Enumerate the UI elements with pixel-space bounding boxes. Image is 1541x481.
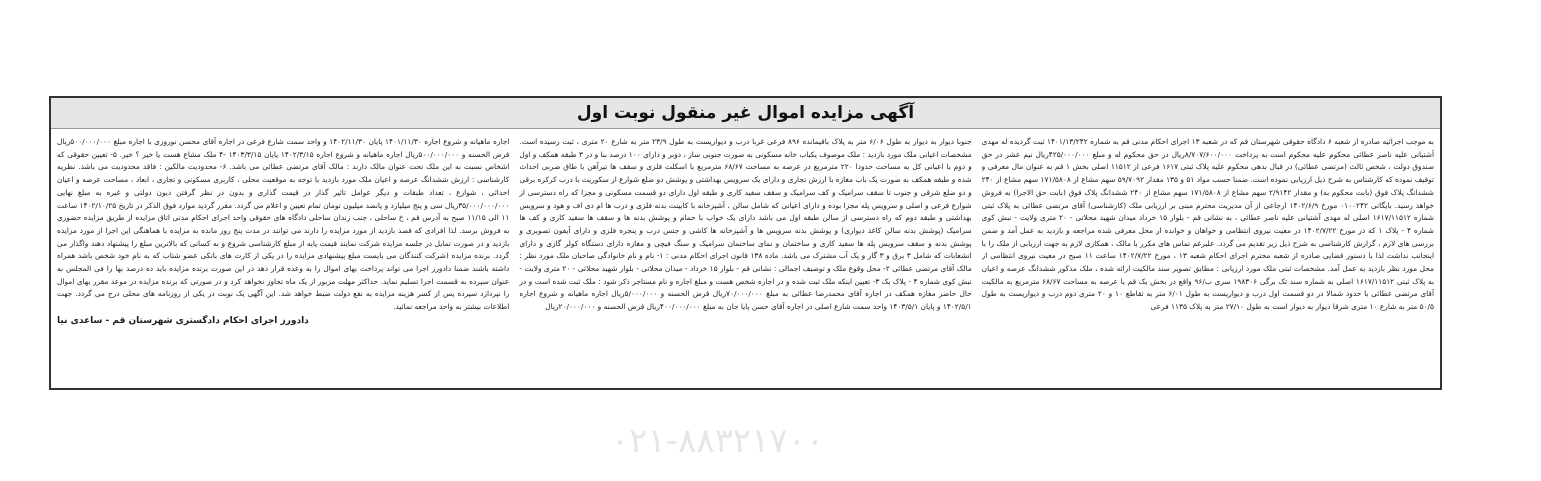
notice-column-3-text: اجاره ماهیانه و شروع اجاره ۱۴۰۱/۱۱/۳۰ پایان ۱۴۰۲/۱۱/۳۰ و واحد سمت شارع فرعی در اجاره آقای محسن نوروزی با اجاره مبلغ ۵۰۰/۰۰۰/۰۰۰ریال قرض الحسنه و ۵۰۰/۰۰۰/۰۰۰ریال اجاره ماهیانه و شروع اجاره ۱۴۰۲/۳/۱۵ پایان ۱۴۰۳/۳/۱۵ -۴ ملک مشاع هست یا خیر ؟ خیر. ۵- تعیین حقوقی که اشخاص نسبت به این ملک تحت عنوان مالک دارند : مالک آقای مرتضی عطائی می باشد. ۶- محدودیت مالکین : فاقد محدودیت می باشد. نظریه کارشناسی : ارزش ششدانگ عرصه و اعیان ملک مورد بازدید با توجه به موقعیت محلی ، کاربری مسکونی و تجاری ، ابعاد ، مساحت عرصه و اعیان احداثی ، شوارع ، تعداد طبقات و دیگر عوامل تاثیر گذار در قیمت گذاری و بدون در نظر گرفتن دیون دولتی و غیره به مبلغ نهایی ۳۵/۰۰۰/۰۰۰/۰۰۰ریال سی و پنج میلیارد و پانصد میلیون تومان تمام تعیین و اعلام می گردد. مقرر گردید موارد فوق الذکر در تاریخ ۱۴۰۲/۱۰/۲۵ ساعت ۱۱ الی ۱۱/۱۵ صبح به آدرس قم ، خ ساحلی ، جنب زندان ساحلی دادگاه های حقوقی واحد اجرای احکام مدنی اتاق مزایده از طریق مزایده حضوری به فروش برسد. لذا افرادی که قصد بازدید از مورد مزایده را دارند می توانند در مدت پنج روز مانده به مزایده با هماهنگی این اجرا از مورد مزایده بازدید و در صورت تمایل در جلسه مزایده شرکت نمایند قیمت پایه از مبلغ کارشناسی شروع و به کسانی که بالاترین مبلغ را پیشنهاد دهند واگذار می گردد. برنده مزایده (شرکت کنندگان می بایست مبلغ پیشنهادی مزایده را در یکی از کارت های بانکی عضو شتاب که به نام خود شخص باشد همراه داشته باشند ضمنا دادورز اجرا می تواند پرداخت بهای اموال را به وعده قرار دهد در این صورت برنده مزایده باید ده درصد بها را فی المجلس به عنوان سپرده به قسمت اجرا تسلیم نماید. حداکثر مهلت مزبور از یک ماه تجاوز نخواهد کرد و در صورتی که برنده مزایده در موعد مقرر بهای اموال را نپردازد سپرده پس از کسر هزینه مزایده به نفع دولت ضبط خواهد شد. این آگهی یک نوبت در یکی از روزنامه های محلی درج می گردد. جهت اطلاعات بیشتر به واحد مراجعه نمائید.	[57, 137, 510, 312]
auction-notice	[49, 96, 1442, 461]
notice-column-2	[519, 136, 971, 384]
notice-column-2-text: جنوبا دیوار به دیوار به طول ۶/۰۶ متر به پلاک باقیمانده ۸۹۶ فرعی غربا درب و دیواریست به طول ۲۳/۹ متر به شارع ۲۰ متری ، ثبت رسیده است. مشخصات اعیانی ملک مورد بازدید : ملک موصوف یکباب خانه مسکونی به صورت جنوبی ساز ، دوبر و دارای ۱۰۰ درصد بنا و در ۳ طبقه همکف و اول و دوم با اعیانی کل به مساحت حدودا ۲۲۰ مترمربع در عرصه به مساحت ۶۸/۶۷ مترمربع با اسکلت فلزی و سقف ها تیرآهن با طاق ضربی احداث شده و طبقه همکف به صورت یک باب مغازه با ارزش تجاری و دارای یک سرویس بهداشتی و پوشش دو ضلع شوارع از سکوریت با درب کرکره برقی و دو ضلع شرقی و جنوب تا سقف سرامیک و کف سرامیک و سقف سفید کاری و طبقه اول دارای دو قسمت مسکونی و مجزا که راه دسترسی از شوارع فرعی و اصلی و سرویس پله مجزا بوده و دارای اعیانی که شامل سالن ، آشپزخانه با کابینت بدنه فلزی و درب ها ام دی اف و هود و سرویس بهداشتی و طبقه دوم که راه دسترسی از سالن طبقه اول می باشد دارای یک خواب با حمام و پوشش بدنه ها و سقف ها سفید کاری و کف ها سرامیک (پوشش بدنه سالن کاغذ دیواری) و پوشش بدنه سرویس ها و آشپزخانه ها کاشی و جنس درب و پنجره فلزی و دارای آیفون تصویری و پوشش بدنه و سقف سرویس پله ها سفید کاری و ساختمان و نمای ساختمان سرامیک و سنگ فیچی و مغازه دارای دستگاه کولر گازی و دارای انشعابات که شامل ۳ برق و ۳ گاز و یک آب مشترک می باشد. ماده ۱۳۸ قانون اجرای احکام مدنی : ۱- نام و نام خانوادگی صاحبان ملک مورد نظر : مالک آقای مرتضی عطائی ۲- محل وقوع ملک و توصیف اجمالی : نشانی قم - بلوار ۱۵ خرداد - میدان محلاتی - بلوار شهید محلاتی - ۲۰ متری ولایت - نبش کوی شماره ۴ - پلاک یک ۳- تعیین اینکه ملک ثبت شده و در اجاره شخص هست و مبلغ اجاره و نام مستاجر ذکر شود : ملک ثبت شده است و در حال حاضر مغازه همکف در اجاره آقای محمدرضا عطائی به مبلغ ۷۰/۰۰۰/۰۰۰ریال قرض الحسنه و ۵/۰۰۰/۰۰۰ریال اجاره ماهیانه و شروع اجاره ۱۴۰۲/۵/۱ و پایان ۱۴۰۳/۵/۱ واحد سمت شارع اصلی در اجاره آقای حسن پایا جان به مبلغ ۴۰۰/۰۰۰/۰۰۰ریال قرض الحسنه و ۲۰/۰۰۰/۰۰۰ریال	[519, 137, 972, 312]
notice-column-1-text: به موجب اجرائیه صادره از شعبه ۶ دادگاه حقوقی شهرستان قم که در شعبه ۱۳ اجرای احکام مدنی قم به شماره ۱۴۰۱/۱۳/۲۴۲ ثبت گردیده له مهدی آشتیانی علیه ناصر عطائی محکوم علیه محکوم است به پرداخت ۸/۷۰۷/۶۰۰/۰۰۰ریال در حق محکوم له و مبلغ ۴۲۵/۰۰۰/۰۰۰ریال نیم عشر در حق صندوق دولت ، شخص ثالث (مرتضی عطائی) در قبال بدهی محکوم علیه پلاک ثبتی ۱۶۱۷ فرعی از ۱۱۵۱۲ اصلی بخش ۱ قم به عنوان مال معرفی و توقیف نموده که کارشناس به شرح ذیل ارزیابی نموده است. ضمنا حسب مواد ۵۱ و ۱۳۵ مقدار ۵۹/۷۰۹۲ سهم مشاع از ۱۷۱/۵۸۰۸ سهم مشاع از ۲۴۰ ششدانگ پلاک فوق (بابت محکوم به) و مقدار ۲/۹۱۴۲ سهم مشاع از ۱۷۱/۵۸۰۸ سهم مشاع از ۲۴۰ ششدانگ پلاک فوق (بابت حق الاجرا) به فروش خواهد رسید. بایگانی ۰۱۰۰۲۴۲ مورخ ۱۴۰۲/۶/۹ ارجاعی از آن مدیریت محترم مبنی بر ارزیابی ملک (کارشناسی) آقای مرتضی عطائی به پلاک ثبتی شماره ۱۶۱۷/۱۱۵۱۲ اصلی له مهدی آشتیانی علیه ناصر عطائی ، به نشانی قم - بلوار ۱۵ خرداد میدان شهید محلاتی - ۲۰ متری ولایت - نبش کوی شماره ۴ - پلاک ۱ که در مورخ ۱۴۰۲/۷/۲۲ در معیت نیروی انتظامی و خواهان و خوانده از محل معرفی شده مراجعه و بازدید به عمل آمد و ضمن بررسی های لازم ، گزارش کارشناسی به شرح ذیل زیر تقدیم می گردد. علیرغم تماس های مکرر با مالک ، همکاری لازم به جهت ارزیابی از ملک را با اینجانب نداشت لذا با دستور قضایی صادره از شعبه محترم اجرای احکام شعبه ۱۳ ، مورخ ۱۴۰۲/۷/۲۲ ساعت ۱۱ صبح در معیت نیروی انتظامی از محل مورد نظر بازدید به عمل آمد. مشخصات ثبتی ملک مورد ارزیابی : مطابق تصویر سند مالکیت ارائه شده ، ملک مذکور ششدانگ عرصه و اعیان به پلاک ثبتی ۱۶۱۷/۱۱۵۱۲ اصلی به شماره سند تک برگی ۱۹۸۳۰۶ سری ب/۹۶ واقع در بخش یک قم با عرصه به مساحت ۶۸/۶۷ مترمربع به مالکیت آقای مرتضی عطائی با حدود شمالا در دو قسمت اول درب و دیواریست به طول ۶/۰۱ متر به تقاطع ۱۰ و ۲۰ متری دوم درب و دیواریست به طول ۵۰/۵ متر به شارع ۱۰ متری شرقا دیوار به دیوار است به طول ۲۷/۱۰ متر به پلاک ۱۱۳۵ فرعی	[981, 137, 1434, 312]
notice-title: آگهی مزایده اموال غیر منقول نوبت اول	[576, 103, 915, 123]
notice-signature: دادورز اجرای احکام دادگستری شهرستان قم - ساعدی نیا	[57, 315, 309, 326]
phone-watermark: ۰۲۱-۸۸۳۲۱۷۰۰	[611, 421, 825, 461]
notice-column-1	[982, 136, 1434, 384]
notice-column-3	[57, 136, 509, 384]
notice-body	[57, 136, 1434, 384]
notice-header	[51, 98, 1440, 129]
